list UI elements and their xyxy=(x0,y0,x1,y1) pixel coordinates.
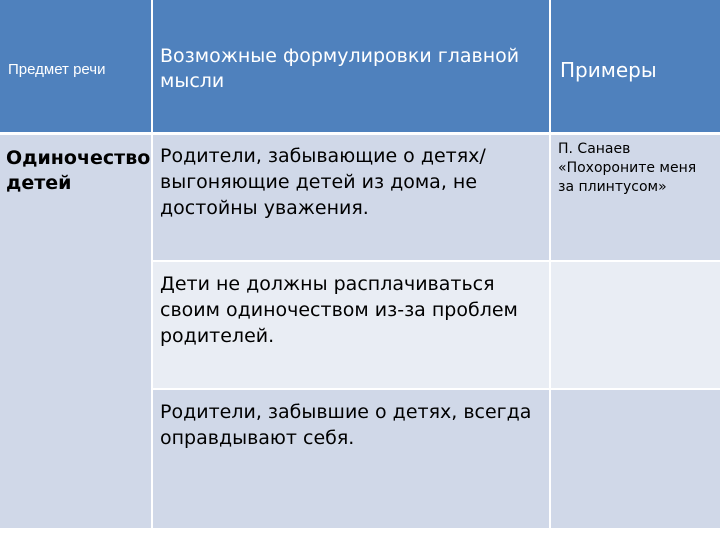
example-author: П. Санаев xyxy=(558,141,631,157)
header-examples-label: Примеры xyxy=(560,58,657,82)
header-formulations-label: Возможные формулировки главной мысли xyxy=(160,45,520,92)
formulation-cell-2 xyxy=(152,261,550,389)
grid-line-h-header xyxy=(0,132,720,135)
grid-line-h1 xyxy=(152,260,720,262)
header-subject-label: Предмет речи xyxy=(8,61,106,78)
header-cell-formulations xyxy=(152,0,550,133)
formulation-cell-1 xyxy=(152,133,550,261)
formulation-text-2: Дети не должны расплачиваться своим одиночеством из-за проблем родителей. xyxy=(160,273,518,347)
example-text xyxy=(558,140,716,197)
example-work: «Похороните меня за плинтусом» xyxy=(558,160,697,195)
subject-text: Одиночество детей xyxy=(6,147,151,194)
formulation-text-3: Родители, забывшие о детях, всегда оправдывают себя. xyxy=(160,401,532,449)
example-cell-1 xyxy=(550,133,720,261)
grid-line-v1 xyxy=(151,0,153,528)
grid-line-h2 xyxy=(152,388,720,390)
example-cell-2 xyxy=(550,261,720,389)
subject-cell xyxy=(0,133,152,528)
example-cell-3 xyxy=(550,389,720,528)
formulation-text-1: Родители, забывающие о детях/выгоняющие детей из дома, не достойны уважения. xyxy=(160,145,486,219)
grid-line-v2 xyxy=(549,0,551,528)
header-cell-examples xyxy=(550,0,720,133)
formulation-cell-3 xyxy=(152,389,550,528)
header-cell-subject xyxy=(0,0,152,133)
